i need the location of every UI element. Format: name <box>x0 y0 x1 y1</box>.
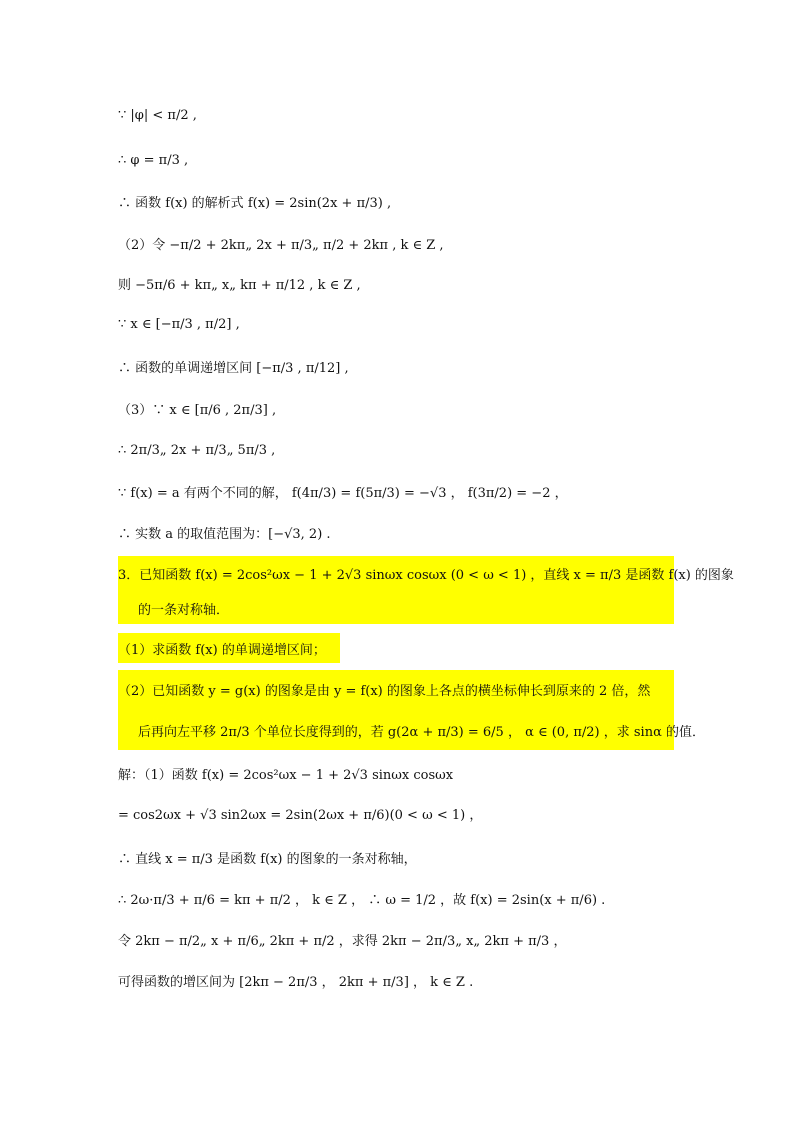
problem-3-part-2-cont: 后再向左平移 2π/3 个单位长度得到的，若 g(2α + π/3) = 6/5 ， α ∈ (0, π/2) ，求 sinα 的值． <box>138 724 705 740</box>
line-2: ∴ φ = π/3 , <box>118 152 189 168</box>
problem-3-stem-cont: 的一条对称轴． <box>138 602 230 618</box>
solution-line-2: = cos2ωx + √3 sin2ωx = 2sin(2ωx + π/6)(0 < ω < 1) ， <box>118 807 483 823</box>
line-3: ∴ 函数 f(x) 的解析式 f(x) = 2sin(2x + π/3) , <box>118 195 392 211</box>
solution-line-4: ∴ 2ω·π/3 + π/6 = kπ + π/2 ， k ∈ Z ， ∴ ω = 1/2 ，故 f(x) = 2sin(x + π/6) . <box>118 892 606 908</box>
line-5: 则 −5π/6 + kπ„ x„ kπ + π/12 , k ∈ Z , <box>118 277 361 293</box>
solution-line-5: 令 2kπ − π/2„ x + π/6„ 2kπ + π/2 ，求得 2kπ − 2π/3„ x„ 2kπ + π/3 ， <box>118 933 567 949</box>
line-10: ∵ f(x) = a 有两个不同的解， f(4π/3) = f(5π/3) = −√3 ， f(3π/2) = −2 ， <box>118 485 568 501</box>
line-1: ∵ |φ| < π/2 , <box>118 107 197 123</box>
solution-line-6: 可得函数的增区间为 [2kπ − 2π/3 ， 2kπ + π/3] ， k ∈ Z . <box>118 974 474 990</box>
line-7: ∴ 函数的单调递增区间 [−π/3 , π/12] , <box>118 360 349 376</box>
problem-3-stem: 3．已知函数 f(x) = 2cos²ωx − 1 + 2√3 sinωx cosωx (0 < ω < 1) ，直线 x = π/3 是函数 f(x) 的图象 <box>118 567 734 583</box>
problem-3-part-1: （1）求函数 f(x) 的单调递增区间； <box>118 642 326 658</box>
line-6: ∵ x ∈ [−π/3 , π/2] , <box>118 316 240 332</box>
problem-3-part-2: （2）已知函数 y = g(x) 的图象是由 y = f(x) 的图象上各点的横坐标伸长到原来的 2 倍，然 <box>118 683 651 699</box>
line-11: ∴ 实数 a 的取值范围为：[−√3, 2) . <box>118 526 331 542</box>
line-9: ∴ 2π/3„ 2x + π/3„ 5π/3 , <box>118 442 276 458</box>
line-4: （2）令 −π/2 + 2kπ„ 2x + π/3„ π/2 + 2kπ , k ∈ Z , <box>118 237 444 253</box>
solution-line-1: 解：（1）函数 f(x) = 2cos²ωx − 1 + 2√3 sinωx cosωx <box>118 767 454 783</box>
line-8: （3）∵ x ∈ [π/6 , 2π/3] , <box>118 402 277 418</box>
solution-line-3: ∴ 直线 x = π/3 是函数 f(x) 的图象的一条对称轴， <box>118 851 417 867</box>
